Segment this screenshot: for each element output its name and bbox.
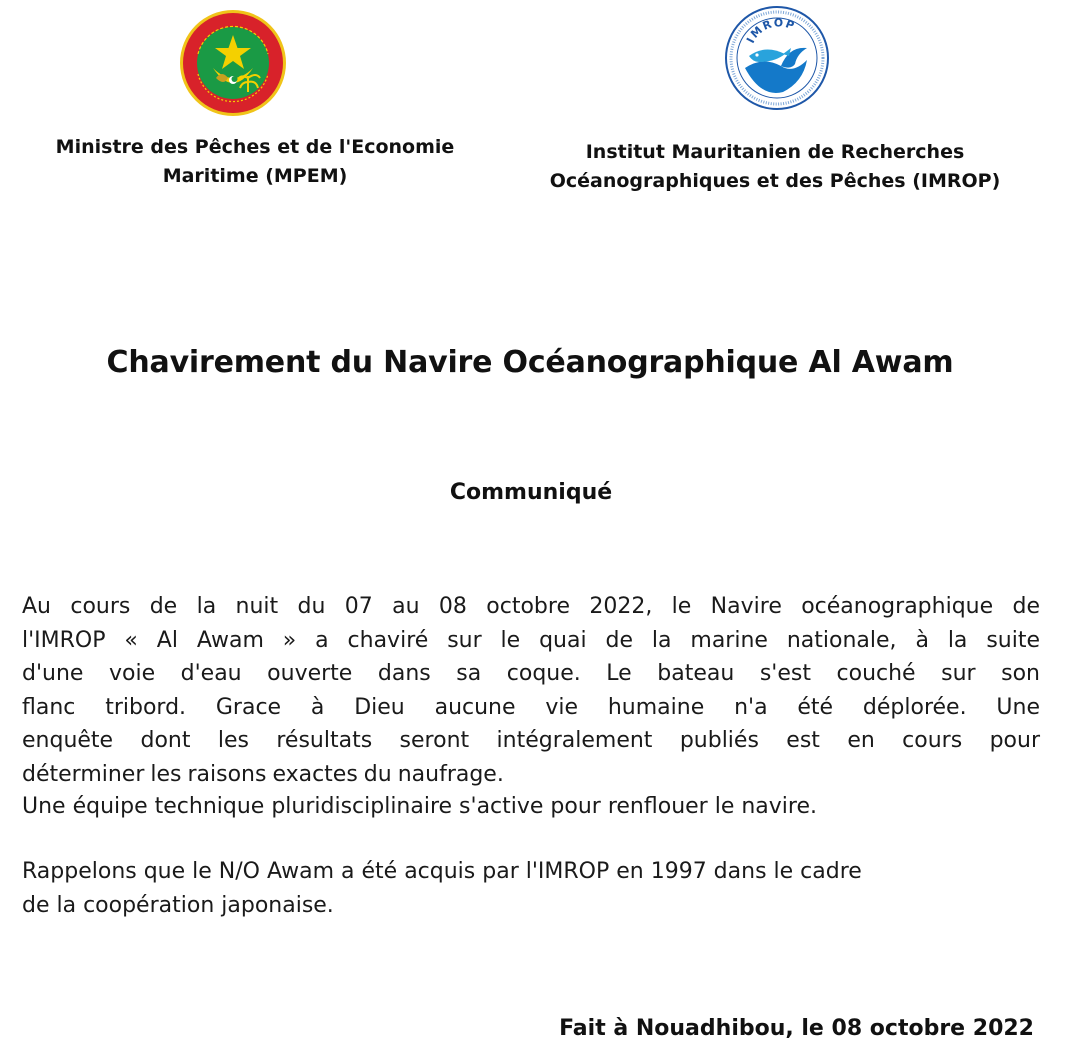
institute-name-line-1: Institut Mauritanien de Recherches	[585, 141, 965, 163]
imrop-logo-text: IMROP	[743, 16, 798, 46]
paragraph-team	[22, 790, 1040, 824]
document-title: Chavirement du Navire Océanographique Al Awam	[106, 345, 954, 380]
paragraph-line: enquête dont les résultats seront intégralement publiés est en cours pour	[22, 728, 1040, 753]
document-subtitle: Communiqué	[449, 480, 613, 505]
ministry-name	[30, 133, 480, 191]
paragraph-line: Une équipe technique pluridisciplinaire s'active pour renflouer le navire.	[22, 794, 817, 819]
paragraph-line: d'une voie d'eau ouverte dans sa coque. Le bateau s'est couché sur son	[22, 661, 1040, 686]
paragraph-line: déterminer les raisons exactes du naufrage.	[22, 761, 504, 787]
ministry-name-line-2: Maritime (MPEM)	[162, 165, 348, 187]
paragraph-history	[22, 855, 1040, 922]
ministry-name-line-1: Ministre des Pêches et de l'Economie	[55, 136, 455, 158]
paragraph-line: flanc tribord. Grace à Dieu aucune vie humaine n'a été déplorée. Une	[22, 694, 1040, 720]
institute-name	[530, 138, 1020, 196]
place-date-signature: Fait à Nouadhibou, le 08 octobre 2022	[559, 1016, 1034, 1041]
paragraph-line: Au cours de la nuit du 07 au 08 octobre 2022, le Navire océanographique de	[22, 594, 1040, 619]
paragraph-line: de la coopération japonaise.	[22, 892, 334, 918]
institute-name-line-2: Océanographiques et des Pêches (IMROP)	[549, 170, 1001, 192]
paragraph-line: Rappelons que le N/O Awam a été acquis par l'IMROP en 1997 dans le cadre	[22, 859, 862, 884]
mpem-emblem-icon	[178, 8, 288, 118]
imrop-logo-icon	[723, 4, 831, 112]
paragraph-incident	[22, 590, 1040, 791]
paragraph-line: l'IMROP « Al Awam » a chaviré sur le quai de la marine nationale, à la suite	[22, 627, 1040, 653]
